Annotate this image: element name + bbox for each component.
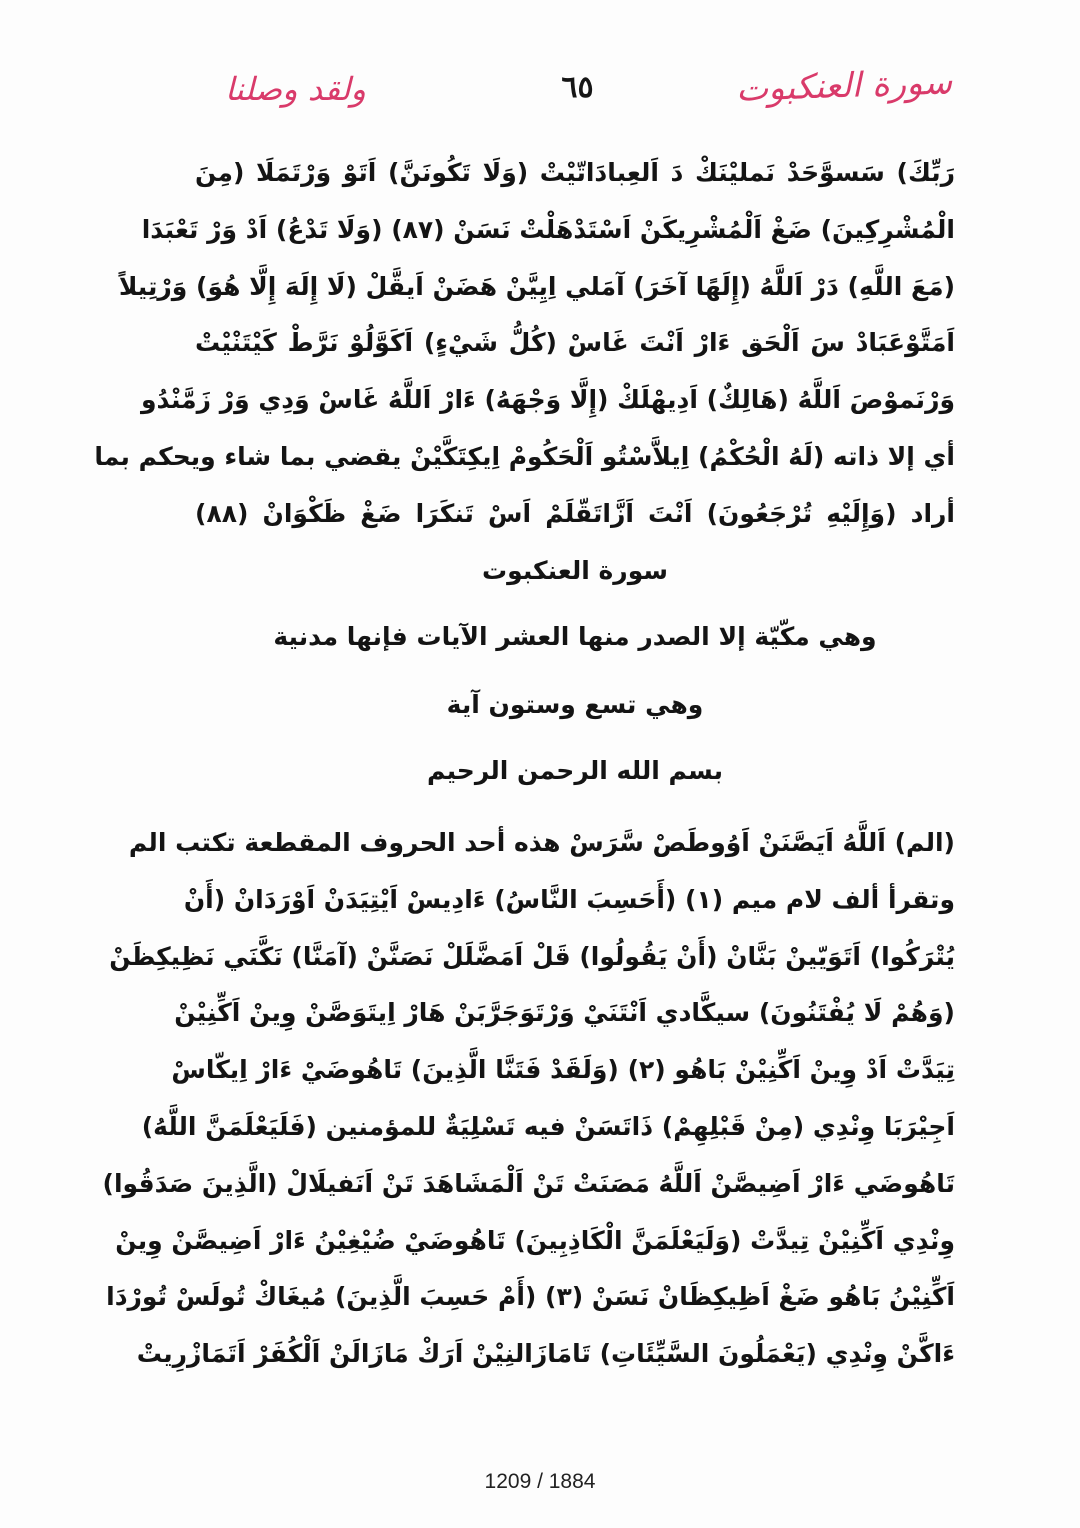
text-line: رَبِّكَ) سَسوَّحَدْ نَمليْنَكْ دَ اَلعِبادَاتّيْتْ (وَلَا تَكُونَنَّ) اَتَوْ وَرْتَمَلَا (مِنَ (195, 158, 955, 187)
text-line: (الم) اَللَّهُ اَيَصَّنَنْ اَوُوطَصْ سَّرَسْ هذه أحد الحروف المقطعة تكتب الم (128, 828, 955, 857)
basmala: بسم الله الرحمن الرحيم (427, 756, 723, 785)
text-line: أي إلا ذاته (لَهُ الْحُكْمُ) اِيلاَّسْتُو اَلْحَكُومْ اِيكِتَكَّيْنْ يقضي بما شاء ويحكم بما (94, 441, 955, 471)
text-line: الْمُشْرِكِينَ) ضَغْ اَلْمُشْرِيكَنْ اَسْتَدْهَلْتْ نَسَنْ (٨٧) (وَلَا تَدْعُ) اَدْ وَرْ تَعْبَدَا (141, 214, 955, 244)
surah-revelation-note: وهي مكّيّة إلا الصدر منها العشر الآيات فإنها مدنية (273, 622, 877, 651)
text-line: أراد (وَإِلَيْهِ تُرْجَعُونَ) اَنْتَ اَزَّاتَقّلَمْ اَسْ تَنكَرَا ضَغْ ظَكْوَانْ (٨٨) (195, 498, 955, 528)
text-line: تِيَدَّتْ اَدْ وِينْ اَكِّنِيْنْ بَاهُو (٢) (وَلَقَدْ فَتَنَّا الَّذِينَ) تَاهُوضَيْ ءَارْ اِيكّاسْ (171, 1055, 955, 1085)
text-line: ءَاكَّنْ وِنْدِي (يَعْمَلُونَ السَّيِّئَاتِ) تَامَازَالنِيْنْ اَرَكْ مَازَالَنْ اَلْكُفَرْ اَتَمَازْرِيتْ (136, 1339, 955, 1369)
text-line: وِنْدِي اَكِّنِيْنْ تِيدَّتْ (وَلَيَعْلَمَنَّ الْكَاذِبِينَ) تَاهُوضَيْ ضُيْغِيْنُ ءَارْ اَضِيصَّنْ وِينْ (115, 1225, 955, 1255)
handwritten-catchword: ولقد وصلنا (225, 70, 366, 108)
text-line: وَرْنَموْصَ اَللَّهُ (هَالِكٌ) اَدِيهْلَكْ (إِلَّا وَجْهَهُ) ءَارْ اَللَّهُ غَاسْ وَدِي وَرْ زَمَّنْدُو (140, 385, 955, 415)
page-number: ٦٥ (561, 70, 594, 105)
text-line: اَكِّنِيْنُ بَاهُو ضَغْ اَظِيكِظَانْ نَسَنْ (٣) (أَمْ حَسِبَ الَّذِينَ) مُيغَاكْ تُولَسْ تُورْدَا (106, 1282, 955, 1312)
surah-title: سورة العنكبوت (482, 556, 668, 585)
text-line: (وَهُمْ لَا يُفْتَنُونَ) سيكَّادي اَنْتَنَيْ وَرْتَوَجَرَّبَنْ هَارْ اِيتَوَصَّنْ وِينْ اَكِّنِيْنْ (174, 998, 955, 1028)
commentary-paragraph-1 (94, 145, 955, 543)
text-line: اَمَتَّوْعَبَادْ سَ اَلْحَق ءَارْ اَنْتَ غَاسْ (كُلُّ شَيْءٍ) اَكَوَّلُوْ نَرَّطْ كَيْتَنْيْتْ (195, 328, 955, 358)
text-line: اَجِيْرَبَا وِنْدِي (مِنْ قَبْلِهِمْ) ذَاتَسَنْ فيه تَسْلِيَةٌ للمؤمنين (فَلَيَعْلَمَنَّ اللَّهُ) (141, 1111, 955, 1141)
handwritten-surah-name: سورة العنكبوت (735, 62, 953, 110)
text-line: تَاهُوضَي ءَارْ اَضِيصَّنْ اَللَّهُ مَصَنَتْ تَنْ اَلْمَشَاهَدَ تَنْ اَنَفيلَالْ (الَّذِينَ صَدَقُوا) (102, 1168, 955, 1198)
page-counter: 1209 / 1884 (484, 1470, 596, 1493)
text-line: (مَعَ اللَّهِ) دَرْ اَللَّهُ (إِلَهًا آخَرَ) آمَلي اِيِيَّنْ هَضَنْ اَيقَّلْ (لَا إِلَهَ إِلَّا هُوَ) وَرْتِيلاً (118, 271, 955, 301)
text-line: وتقرأ ألف لام ميم (١) (أَحَسِبَ النَّاسُ) ءَادِيسْ اَيْتِيَدَنْ اَوْرَدَانْ (أَنْ (183, 884, 955, 914)
surah-verse-count: وهي تسع وستون آية (446, 690, 704, 719)
page-header (195, 62, 960, 122)
commentary-paragraph-2 (102, 815, 955, 1383)
text-line: يُتْرَكُوا) اَتَوَيّينْ بَنَّانْ (أَنْ يَقُولُوا) قَلْ اَمَضَّلَلْ نَصَنَّنْ (آمَنَّا) نَكَّنَي نَظِيكِظَنْ (109, 941, 955, 971)
